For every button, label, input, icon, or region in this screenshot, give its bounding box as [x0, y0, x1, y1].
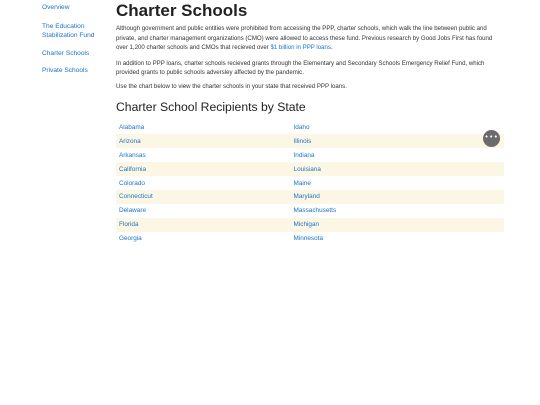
- more-dots-icon: •••: [484, 133, 499, 141]
- state-link[interactable]: Arkansas: [119, 151, 146, 159]
- table-row: [116, 148, 504, 162]
- state-link[interactable]: Idaho: [293, 124, 310, 131]
- table-cell: [291, 218, 504, 232]
- state-link[interactable]: Alabama: [119, 124, 145, 131]
- table-row: [116, 134, 504, 148]
- table-cell: [291, 204, 504, 218]
- table-row: [116, 190, 504, 204]
- intro-end: .: [330, 44, 333, 52]
- table-row: [116, 162, 504, 176]
- state-link[interactable]: Michigan: [293, 221, 320, 229]
- state-link[interactable]: Delaware: [119, 207, 146, 215]
- table-cell: [291, 232, 504, 246]
- table-row: [116, 121, 504, 135]
- table-cell: [291, 162, 504, 176]
- sidebar-nav: [42, 3, 108, 84]
- sidebar-item-overview[interactable]: Overview: [42, 4, 70, 11]
- more-options-button[interactable]: [483, 130, 500, 147]
- sidebar-item-private-schools[interactable]: Private Schools: [42, 67, 88, 74]
- sidebar-item-education-stabilization-fund[interactable]: The Education Stabilization Fund: [42, 22, 95, 39]
- table-row: [116, 218, 504, 232]
- section-title: Charter School Recipients by State: [116, 99, 306, 114]
- ppp-loans-link[interactable]: $1 billion in PPP loans: [270, 44, 331, 52]
- main-content: [116, 0, 504, 246]
- state-link[interactable]: Connecticut: [119, 193, 153, 201]
- table-cell: [116, 204, 291, 218]
- table-cell: [116, 218, 291, 232]
- table-cell: [291, 148, 504, 162]
- table-cell: [116, 148, 291, 162]
- intro-paragraph: [116, 24, 504, 53]
- state-link[interactable]: Minnesota: [293, 235, 324, 243]
- state-link[interactable]: Colorado: [119, 179, 145, 187]
- table-cell: [116, 190, 291, 204]
- state-link[interactable]: Illinois: [293, 137, 312, 145]
- state-link[interactable]: Florida: [119, 221, 139, 229]
- table-cell: [116, 176, 291, 190]
- state-link[interactable]: Indiana: [293, 151, 315, 159]
- table-row: [116, 232, 504, 246]
- state-link[interactable]: Maine: [293, 179, 311, 187]
- states-table: [116, 121, 504, 246]
- table-cell: [116, 134, 291, 148]
- state-link[interactable]: Louisiana: [293, 165, 321, 173]
- sidebar-item-charter-schools[interactable]: Charter Schools: [42, 49, 90, 57]
- table-cell: [116, 232, 291, 246]
- table-cell: [116, 121, 291, 135]
- state-link[interactable]: Massachusetts: [293, 207, 337, 215]
- state-link[interactable]: Arizona: [119, 137, 141, 145]
- state-link[interactable]: Maryland: [293, 193, 320, 201]
- table-cell: [291, 134, 504, 148]
- state-link[interactable]: California: [119, 165, 146, 173]
- table-row: [116, 176, 504, 190]
- table-cell: [291, 176, 504, 190]
- table-cell: [291, 121, 504, 135]
- table-cell: [116, 162, 291, 176]
- table-cell: [291, 190, 504, 204]
- esser-paragraph: In addition to PPP loans, charter schools recieved grants through the Elementary and Secondary Schools Emergency Relief Fund, which provided grants to public schools adversley affected by the pandemic.: [116, 59, 485, 77]
- page-title: Charter Schools: [116, 1, 248, 20]
- table-row: [116, 204, 504, 218]
- state-link[interactable]: Georgia: [119, 235, 142, 243]
- intro-text: Although government and public entities were prohibited from accessing the PPP, charter schools, which walk the line between public and private, and charter management organizations (CMO) were allowed to access these fund. Previous research by Good Jobs First has found over 1,200 charter schools and CMOs that recieved over: [116, 25, 493, 52]
- instructions-paragraph: Use the chart below to view the charter schools in your state that received PPP loans.: [116, 82, 347, 90]
